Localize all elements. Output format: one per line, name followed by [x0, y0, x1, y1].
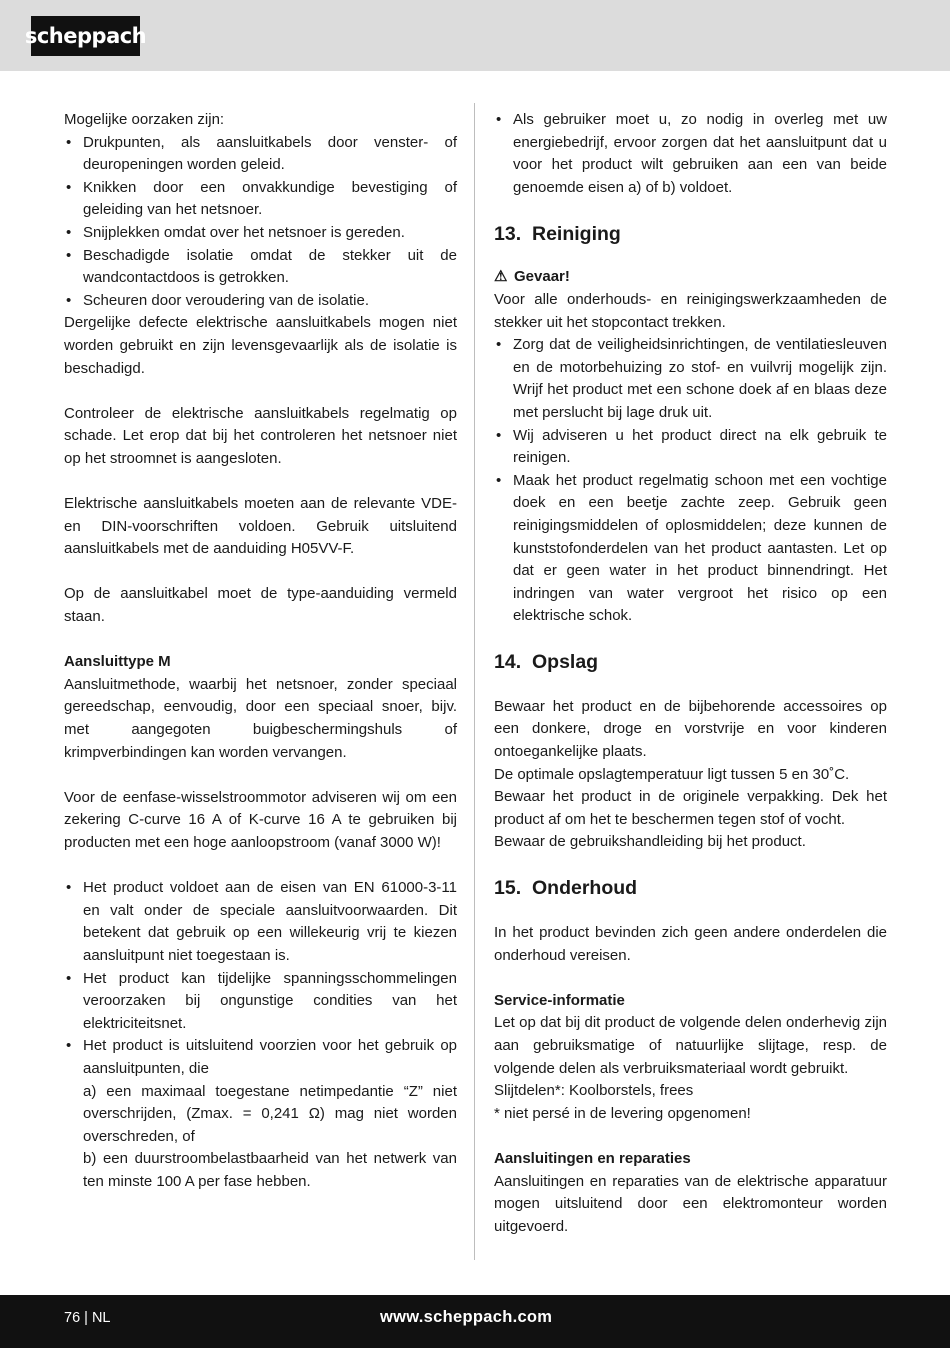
list-item: • Drukpunten, als aansluitkabels door venster- of deuropeningen worden geleid.: [64, 132, 457, 177]
cleaning-list: [494, 334, 887, 628]
causes-intro: Mogelijke oorzaken zijn:: [64, 111, 225, 128]
causes-list: [64, 132, 457, 313]
wear-parts: Slijtdelen*: Koolborstels, frees: [494, 1082, 694, 1100]
defect-paragraph: Dergelijke defecte elektrische aansluitkabels mogen niet worden gebruikt en zijn levensgevaarlijk als de isolatie is beschadigd.: [64, 314, 457, 377]
list-item: [64, 1035, 457, 1193]
storage-paragraph-3: Bewaar het product in de originele verpakking. Dek het product af om het te beschermen tegen stof of vocht.: [494, 788, 887, 828]
page-header: [0, 0, 950, 71]
right-column: [494, 109, 887, 1238]
list-item: • Beschadigde isolatie omdat de stekker uit de wandcontactdoos is getrokken.: [64, 245, 457, 290]
list-item: • Het product voldoet aan de eisen van EN 61000-3-11 en valt onder de speciale aansluitvoorwaarden. Dit betekent dat gebruik op een willekeurig vrij te kiezen aansluitpunt niet toegestaan is.: [64, 877, 457, 967]
website-link[interactable]: www.scheppach.com: [380, 1308, 553, 1326]
list-item-option-b: b) een duurstroombelastbaarheid van het netwerk van ten minste 100 A per fase hebben.: [83, 1150, 457, 1190]
warning-icon: ⚠: [494, 268, 508, 286]
list-item-option-a: a) een maximaal toegestane netimpedantie “Z” niet overschrijden, (Zmax. = 0,241 Ω) mag niet worden overschreden, of: [83, 1082, 457, 1145]
user-list: [494, 109, 887, 199]
connection-type-m-text: Aansluitmethode, waarbij het netsnoer, zonder speciaal gereedschap, eenvoudig, door een speciaal snoer, bijv. met aangegoten buigbeschermingshuls of krimpverbindingen kan worden vervangen.: [64, 675, 457, 761]
footnote: * niet persé in de levering opgenomen!: [494, 1104, 751, 1122]
column-divider: [474, 103, 475, 1260]
list-item-intro: • Het product is uitsluitend voorzien voor het gebruik op aansluitpunten, die: [83, 1037, 457, 1077]
service-info-heading: Service-informatie: [494, 991, 625, 1009]
page-footer: [0, 1295, 950, 1348]
danger-heading: ⚠ Gevaar!: [494, 266, 887, 289]
list-item: • Scheuren door veroudering van de isolatie.: [64, 290, 457, 313]
list-item: • Als gebruiker moet u, zo nodig in overleg met uw energiebedrijf, ervoor zorgen dat het aansluitpunt dat u voor het product wilt gebruiken aan een van beide genoemde eisen a) of b) voldoet.: [494, 109, 887, 199]
maintenance-text: In het product bevinden zich geen andere onderdelen die onderhoud vereisen.: [494, 924, 887, 964]
type-paragraph: Op de aansluitkabel moet de type-aanduiding vermeld staan.: [64, 585, 457, 626]
list-item: • Knikken door een onvakkundige bevestiging of geleiding van het netsnoer.: [64, 177, 457, 222]
fuse-paragraph: Voor de eenfase-wisselstroommotor adviseren wij om een zekering C-curve 16 A of K-curve 16 A te gebruiken bij producten met een hoge aanloopstroom (vanaf 3000 W)!: [64, 788, 457, 851]
section-14-heading: 14. Opslag: [494, 650, 599, 673]
connections-repairs-heading: Aansluitingen en reparaties: [494, 1149, 691, 1167]
connections-repairs-text: Aansluitingen en reparaties van de elektrische apparatuur mogen uitsluitend door een elektromonteur worden uitgevoerd.: [494, 1172, 887, 1235]
check-paragraph: Controleer de elektrische aansluitkabels regelmatig op schade. Let erop dat bij het controleren het netsnoer niet op het stroomnet is aangesloten.: [64, 404, 457, 467]
list-item: • Snijplekken omdat over het netsnoer is gereden.: [64, 222, 457, 245]
list-item: • Het product kan tijdelijke spanningsschommelingen veroorzaken bij ongunstige condities van het elektriciteitsnet.: [64, 968, 457, 1036]
section-15-heading: 15. Onderhoud: [494, 877, 638, 900]
connection-type-m-heading: Aansluittype M: [64, 653, 171, 671]
page-number: 76 | NL: [64, 1310, 111, 1326]
list-item: • Zorg dat de veiligheidsinrichtingen, de ventilatiesleuven en de motorbehuizing zo stof- en vuilvrij mogelijk zijn. Wrijf het product met een schone doek af en blaas deze met perslucht bij lage druk uit.: [494, 334, 887, 424]
left-column: [64, 109, 457, 1194]
service-info-text: Let op dat bij dit product de volgende delen onderhevig zijn aan gebruiksmatige of natuurlijke slijtage, resp. de volgende delen als verbruiksmateriaal wordt gebruikt.: [494, 1014, 887, 1077]
list-item: • Wij adviseren u het product direct na elk gebruik te reinigen.: [494, 425, 887, 470]
storage-paragraph-2: De optimale opslagtemperatuur ligt tussen 5 en 30˚C.: [494, 765, 850, 783]
danger-text: Voor alle onderhouds- en reinigingswerkzaamheden de stekker uit het stopcontact trekken.: [494, 290, 887, 331]
vde-paragraph: Elektrische aansluitkabels moeten aan de relevante VDE- en DIN-voorschriften voldoen. Gebruik uitsluitend aansluitkabels met de aanduiding H05VV-F.: [64, 495, 457, 558]
storage-paragraph-4: Bewaar de gebruikshandleiding bij het product.: [494, 833, 806, 851]
scheppach-logo: scheppach: [31, 16, 140, 56]
storage-paragraph-1: Bewaar het product en de bijbehorende accessoires op een donkere, droge en vorstvrije en voor kinderen ontoegankelijke plaats.: [494, 697, 887, 761]
list-item: • Maak het product regelmatig schoon met een vochtige doek en een beetje zachte zeep. Gebruik geen reinigingsmiddelen of oplosmiddelen; deze kunnen de kunststofonderdelen van het product aantasten. Let op dat er geen water in het product binnendringt. Het indringen van water vergroot het risico op een elektrische schok.: [494, 470, 887, 628]
section-13-heading: 13. Reiniging: [494, 223, 621, 246]
requirements-list: [64, 877, 457, 1193]
